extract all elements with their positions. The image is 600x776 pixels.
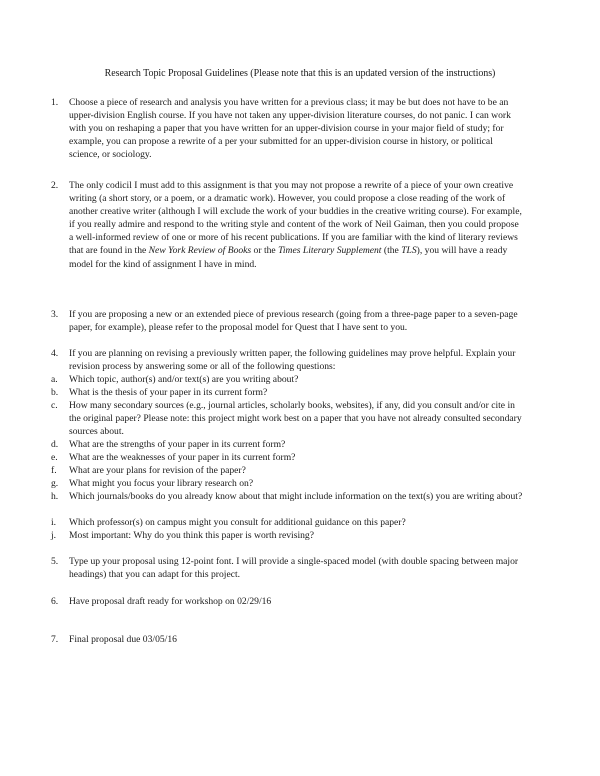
publication-abbreviation: TLS	[401, 245, 417, 257]
item-number: 2.	[51, 180, 59, 191]
item-number: 7.	[51, 634, 59, 645]
item-text: Have proposal draft ready for workshop on 02/29/16	[69, 596, 272, 607]
question-letter: h.	[51, 491, 59, 502]
question-letter: j.	[51, 530, 57, 541]
question-letter: a.	[51, 374, 58, 385]
item-text-part: ), you will have a ready model for the kind of assignment I have in mind.	[69, 245, 508, 270]
item-number: 5.	[51, 556, 59, 567]
question-text: What are the weaknesses of your paper in its current form?	[69, 452, 296, 463]
item-number: 6.	[51, 596, 59, 607]
question-letter: b.	[51, 387, 59, 398]
question-letter: d.	[51, 439, 59, 450]
question-letter: f.	[51, 465, 57, 476]
item-text: If you are proposing a new or an extended piece of previous research (going from a three-page paper to a seven-page paper, for example), please refer to the proposal model for Quest that I have sent to you.	[69, 309, 518, 334]
question-text: What might you focus your library research on?	[69, 478, 254, 489]
question-text: Which journals/books do you already know about that might include information on the text(s) you are writing about?	[69, 491, 523, 502]
question-letter: i.	[51, 517, 57, 528]
question-text: What are your plans for revision of the paper?	[69, 465, 246, 476]
item-text: If you are planning on revising a previously written paper, the following guidelines may prove helpful. Explain your revision process by answering some or all of the following questions:	[69, 348, 516, 373]
question-text: What are the strengths of your paper in its current form?	[69, 439, 286, 450]
publication-title: Times Literary Supplement	[278, 245, 382, 257]
item-text-part: or the	[251, 245, 279, 257]
question-text: Which topic, author(s) and/or text(s) are you writing about?	[69, 374, 299, 385]
item-number: 1.	[51, 97, 59, 108]
item-text	[69, 179, 523, 271]
item-text: Type up your proposal using 12-point font. I will provide a single-spaced model (with double spacing between major headings) that you can adapt for this project.	[69, 556, 519, 581]
publication-title: New York Review of Books	[148, 245, 252, 257]
question-text: Most important: Why do you think this paper is worth revising?	[69, 530, 314, 541]
question-text: How many secondary sources (e.g., journal articles, scholarly books, websites), if any, did you consult and/or cite in the original paper? Please note: this project might work best on a paper that you have not already consulted secondary sources about.	[69, 400, 522, 438]
document-title: Research Topic Proposal Guidelines (Please note that this is an updated version of the instructions)	[104, 68, 496, 79]
question-text: What is the thesis of your paper in its current form?	[69, 387, 268, 398]
item-text-part: (the	[381, 245, 402, 257]
item-text: Choose a piece of research and analysis you have written for a previous class; it may be but does not have to be an upper-division English course. If you have not taken any upper-division literature courses, do not panic. I can work with you on reshaping a paper that you have written for an upper-division course in your major field of study; for example, you can propose a rewrite of a per your submitted for an upper-division course in history, or political science, or sociology.	[69, 97, 511, 161]
item-text-part: The only codicil I must add to this assignment is that you may not propose a rewrite of a piece of your own creative writing (a short story, or a poem, or a dramatic work). However, you could propose a close reading of the work of another creative writer (although I will exclude the work of your buddies in the creative writing course). For example, if you really admire and respond to the writing style and content of the work of Neil Gaiman, then you could propose a well-informed review of one or more of his recent publications. If you are familiar with the kind of literary reviews that are found in the	[69, 180, 522, 257]
item-number: 4.	[51, 348, 59, 359]
item-text: Final proposal due 03/05/16	[69, 634, 177, 645]
question-letter: c.	[51, 400, 58, 411]
question-letter: e.	[51, 452, 58, 463]
item-number: 3.	[51, 309, 59, 320]
question-letter: g.	[51, 478, 59, 489]
question-text: Which professor(s) on campus might you consult for additional guidance on this paper?	[69, 517, 406, 528]
